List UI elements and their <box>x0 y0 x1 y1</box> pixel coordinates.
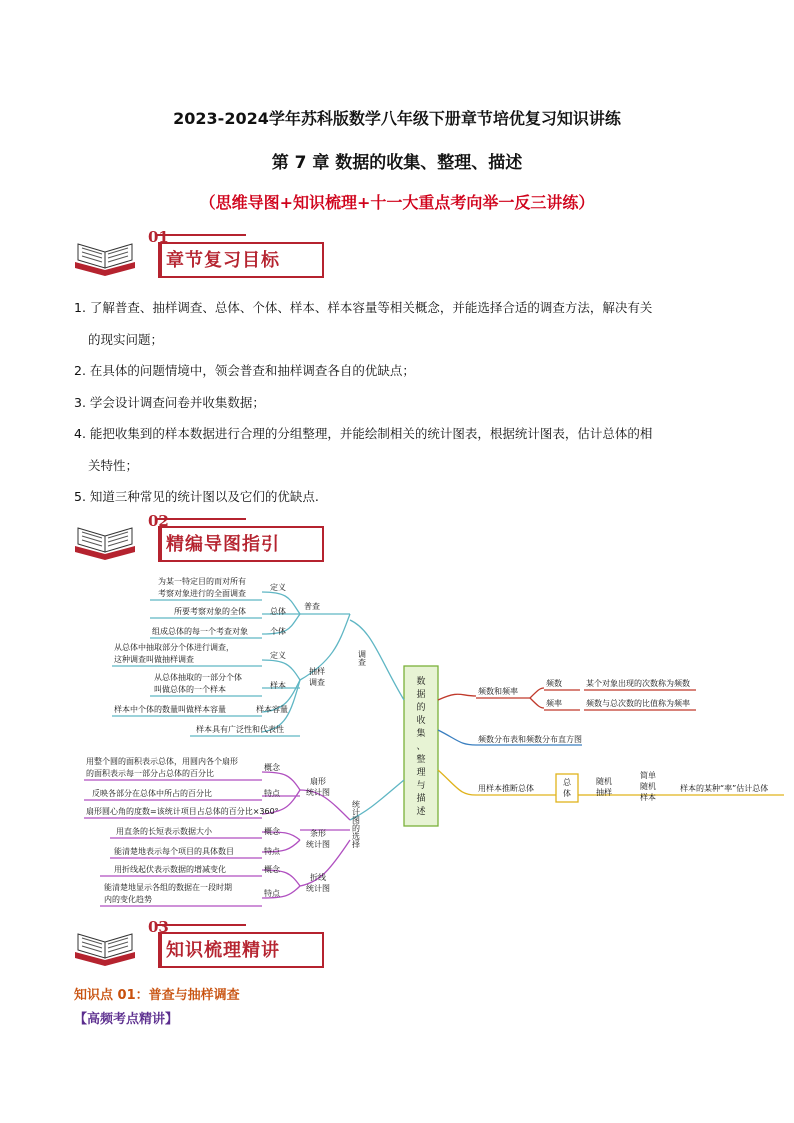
mm-text: 用整个圆的面积表示总体，用圆内各个扇形 <box>86 757 238 766</box>
mm-pie: 扇形统计图 <box>306 777 330 797</box>
section-banner-02 <box>70 512 325 562</box>
mind-map <box>0 568 794 908</box>
mm-tag: 定义 <box>270 651 286 660</box>
mm-tag: 概念 <box>264 763 280 772</box>
goal-item: 5. 知道三种常见的统计图以及它们的优缺点. <box>74 489 319 504</box>
goal-item: 2. 在具体的问题情境中，领会普查和抽样调查各自的优缺点； <box>74 363 415 378</box>
mm-tag: 样本 <box>270 681 286 690</box>
mm-sampling: 抽样调查 <box>309 667 325 687</box>
mm-text: 用直条的长短表示数据大小 <box>116 827 212 836</box>
mm-tag: 特点 <box>264 847 280 856</box>
mm-bar: 条形统计图 <box>306 829 330 849</box>
mm-survey: 调查 <box>357 650 367 666</box>
mm-rate: 样本的某种“率”估计总体 <box>680 784 769 793</box>
mindmap-center: 数据的收集、整理与描述 <box>416 677 426 817</box>
mm-simple: 简单随机样本 <box>640 771 656 802</box>
mm-census: 普查 <box>304 602 320 611</box>
mm-tag: 定义 <box>270 583 286 592</box>
mm-tag: 样本容量 <box>256 705 288 714</box>
mm-text: 扇形圆心角的度数=该统计项目占总体的百分比×360° <box>86 807 279 816</box>
chapter-title: 第 7 章 数据的收集、整理、描述 <box>271 153 523 173</box>
book-icon <box>70 516 140 562</box>
mm-text: 这种调查叫做抽样调查 <box>114 655 194 664</box>
mm-charts: 统计图的选择 <box>351 800 361 848</box>
mm-text: 反映各部分在总体中所占的百分比 <box>92 789 212 798</box>
mm-text: 用折线起伏表示数据的增减变化 <box>114 865 226 874</box>
document-subtitle: （思维导图+知识梳理+十一大重点考向举一反三讲练） <box>199 193 595 212</box>
book-icon <box>70 922 140 968</box>
mm-text: 叫做总体的一个样本 <box>154 685 226 694</box>
mm-text: 样本具有广泛性和代表性 <box>196 725 284 734</box>
mm-text: 能清楚地表示每个项目的具体数目 <box>114 847 234 856</box>
mm-tag: 特点 <box>264 789 280 798</box>
mm-line: 折线统计图 <box>306 873 330 893</box>
mm-tag: 概念 <box>264 865 280 874</box>
section-label: 知识梳理精讲 <box>166 940 280 961</box>
mm-text: 从总体中抽取部分个体进行调查， <box>114 643 234 652</box>
mm-tag: 总体 <box>270 607 286 616</box>
goal-item: 4. 能把收集到的样本数据进行合理的分组整理，并能绘制相关的统计图表，根据统计图表，估计总体的相 <box>74 426 653 441</box>
knowledge-point-heading: 知识点 01：普查与抽样调查 <box>74 988 240 1003</box>
mm-text: 能清楚地显示各组的数据在一段时期 <box>104 883 232 892</box>
mm-estimate: 用样本推断总体 <box>478 784 534 793</box>
mm-random: 随机抽样 <box>596 777 612 797</box>
mm-text: 样本中个体的数量叫做样本容量 <box>114 705 226 714</box>
section-label: 章节复习目标 <box>166 250 280 271</box>
section-banner-03 <box>70 918 325 968</box>
mm-dist: 频数分布表和频数分布直方图 <box>478 735 582 744</box>
section-banner-01 <box>70 228 325 278</box>
mm-text: 频数与总次数的比值称为频率 <box>586 699 690 708</box>
goal-item: 关特性； <box>88 457 139 473</box>
mm-tag: 特点 <box>264 889 280 898</box>
goal-item: 3. 学会设计调查问卷并收集数据； <box>74 394 265 410</box>
mm-tag: 个体 <box>270 627 286 636</box>
mm-text: 组成总体的每一个考查对象 <box>152 627 248 636</box>
mm-tag: 频数 <box>546 679 562 688</box>
mm-text: 考察对象进行的全面调查 <box>158 589 246 598</box>
section-number: 02 <box>148 512 169 530</box>
mm-text: 内的变化趋势 <box>104 895 152 904</box>
section-label: 精编导图指引 <box>166 534 280 555</box>
mm-text: 从总体抽取的一部分个体 <box>154 673 242 682</box>
book-icon <box>70 232 140 278</box>
mm-text: 所要考察对象的全体 <box>174 607 246 616</box>
goals-list <box>74 292 734 513</box>
section-number: 03 <box>148 918 169 936</box>
mm-tag: 概念 <box>264 827 280 836</box>
document-title: 2023-2024学年苏科版数学八年级下册章节培优复习知识讲练 <box>173 109 621 128</box>
mm-freq: 频数和频率 <box>478 687 518 696</box>
mm-total: 总体 <box>563 778 571 798</box>
section-number: 01 <box>148 228 169 246</box>
mm-text: 某个对象出现的次数称为频数 <box>586 679 690 688</box>
high-frequency-heading: 【高频考点精讲】 <box>74 1012 179 1027</box>
mm-text: 的面积表示每一部分占总体的百分比 <box>86 769 214 778</box>
goal-item: 1. 了解普查、抽样调查、总体、个体、样本、样本容量等相关概念，并能选择合适的调查方法，解决有关 <box>74 300 653 315</box>
mm-text: 为某一特定目的而对所有 <box>158 577 246 586</box>
mm-tag: 频率 <box>546 699 562 708</box>
goal-item: 的现实问题； <box>88 331 164 347</box>
